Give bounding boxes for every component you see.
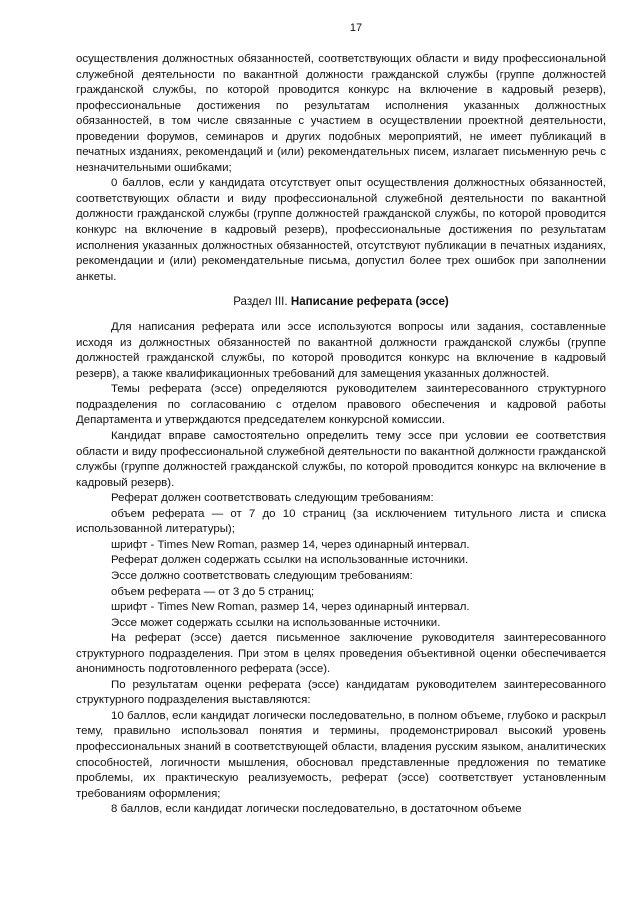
paragraph: шрифт - Times New Roman, размер 14, через одинарный интервал.	[111, 538, 470, 551]
paragraph: объем реферата — от 3 до 5 страниц;	[111, 585, 315, 598]
paragraph: Реферат должен содержать ссылки на использованные источники.	[111, 554, 469, 567]
page-number: 17	[349, 22, 363, 34]
paragraph: Темы реферата (эссе) определяются руководителем заинтересованного структурного подразделения по согласованию с отделом правового обеспечения и кадровой работы Департамента и утверждаются председателем конкурсной комиссии.	[76, 383, 606, 427]
paragraph: Кандидат вправе самостоятельно определить тему эссе при условии ее соответствия области и виду профессиональной служебной деятельности по вакантной должности гражданской службы (группе должностей гражданской службы, по которой проводится конкурс на включение в кадровый резерв).	[76, 430, 606, 489]
paragraph: По результатам оценки реферата (эссе) кандидатам руководителем заинтересованного структурного подразделения выставляются:	[76, 678, 606, 707]
paragraph: 10 баллов, если кандидат логически последовательно, в полном объеме, глубоко и раскрыл тему, правильно использовал понятия и термины, продемонстрировал высокий уровень профессиональных знаний в соответствующей области, владения русским языком, аналитических способностей, логичности мышления, обосновал представленные предложения по тематике проблемы, их практическую реализуемость, реферат (эссе) соответствует установленным требованиям оформления;	[76, 709, 606, 800]
paragraph: шрифт - Times New Roman, размер 14, через одинарный интервал.	[111, 601, 470, 614]
paragraph: 0 баллов, если у кандидата отсутствует опыт осуществления должностных обязанностей, соответствующих области и виду профессиональной служебной деятельности по вакантной должности гражданской службы (группе должностей гражданской службы, по которой проводится конкурс на включение в кадровый резерв), профессиональные достижения по результатам исполнения указанных должностных обязанностей, отсутствуют публикации в печатных изданиях, рекомендации и (или) рекомендательные письма, допустил более трех ошибок при заполнении анкеты.	[76, 177, 606, 283]
body-text-top	[76, 52, 606, 285]
paragraph: осуществления должностных обязанностей, соответствующих области и виду профессиональной служебной деятельности по вакантной должности гражданской службы (группе должностей гражданской службы, по которой проводится конкурс на включение в кадровый резерв), профессиональные достижения по результатам исполнения указанных должностных обязанностей, в том числе связанные с участием в осуществлении проектной деятельности, проведении форумов, семинаров и других подобных мероприятий, не имеет публикаций в печатных изданиях, рекомендаций и (или) рекомендательных писем, излагает письменную речь с незначительными ошибками;	[76, 53, 606, 174]
paragraph: 8 баллов, если кандидат логически последовательно, в достаточном объеме	[111, 803, 522, 816]
paragraph: Эссе может содержать ссылки на использованные источники.	[111, 616, 441, 629]
paragraph: Реферат должен соответствовать следующим требованиям:	[111, 492, 434, 505]
paragraph: На реферат (эссе) дается письменное заключение руководителя заинтересованного структурного подразделения. При этом в целях проведения объективной оценки обеспечивается анонимность подготовленного реферата (эссе).	[76, 632, 606, 676]
body-text-main	[76, 320, 606, 818]
paragraph: Эссе должно соответствовать следующим требованиям:	[111, 569, 413, 582]
section-prefix: Раздел III.	[233, 295, 291, 309]
section-heading	[76, 295, 606, 308]
paragraph: объем реферата — от 7 до 10 страниц (за исключением титульного листа и списка использованной литературы);	[76, 507, 606, 536]
paragraph: Для написания реферата или эссе используются вопросы или задания, составленные исходя из должностных обязанностей по вакантной должности гражданской службы (группе должностей гражданской службы, по которой проводится конкурс на включение в кадровый резерв), а также квалификационных требований для замещения указанных должностей.	[76, 321, 606, 380]
section-title: Написание реферата (эссе)	[290, 295, 449, 309]
